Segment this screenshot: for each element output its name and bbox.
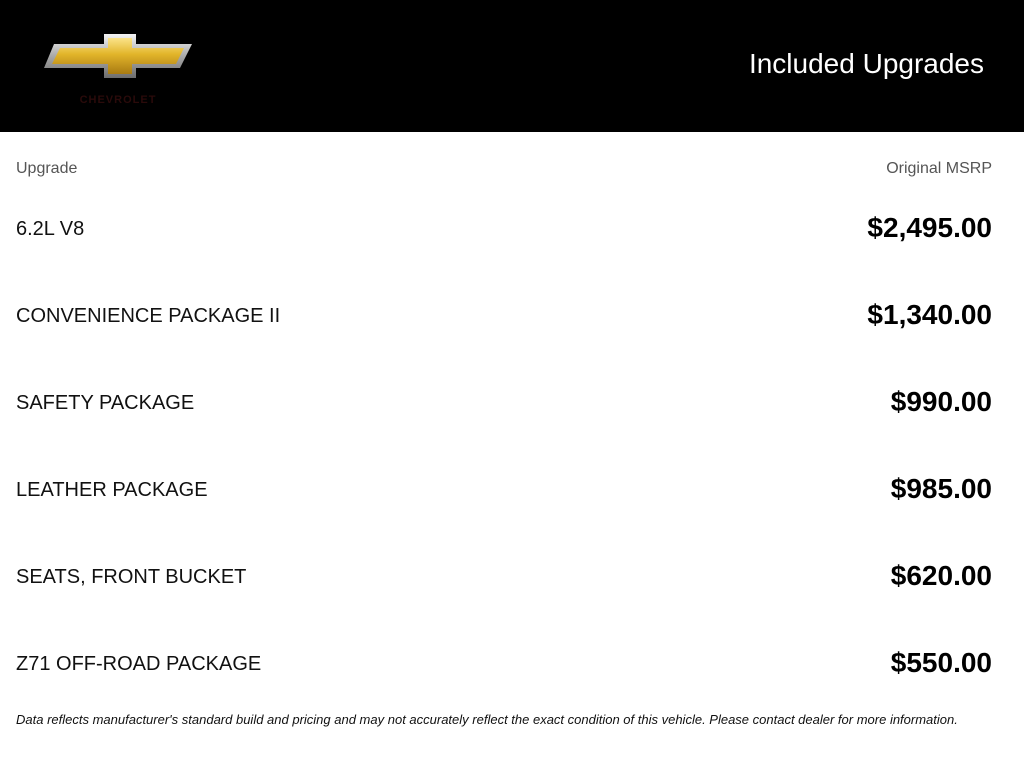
page-title: Included Upgrades: [748, 48, 984, 79]
list-item: [16, 459, 992, 546]
upgrade-name: CONVENIENCE PACKAGE II: [16, 305, 281, 327]
msrp-column-header: Original MSRP: [886, 160, 992, 177]
upgrade-price: $550.00: [890, 647, 992, 678]
chevrolet-logo: [40, 28, 196, 112]
upgrade-name: 6.2L V8: [16, 218, 85, 240]
upgrade-name: SEATS, FRONT BUCKET: [16, 566, 247, 588]
upgrade-name: LEATHER PACKAGE: [16, 479, 208, 501]
upgrade-price: $620.00: [890, 560, 992, 591]
upgrade-price: $990.00: [890, 386, 992, 417]
upgrade-name: SAFETY PACKAGE: [16, 392, 195, 414]
upgrade-price: $985.00: [890, 473, 992, 504]
list-item: [16, 198, 992, 285]
list-item: [16, 546, 992, 633]
upgrade-column-header: Upgrade: [16, 160, 78, 177]
list-item: [16, 633, 992, 720]
upgrade-price: $1,340.00: [867, 299, 992, 330]
upgrade-list: [16, 198, 992, 720]
brand-wordmark: CHEVROLET: [79, 94, 157, 106]
upgrade-price: $2,495.00: [867, 212, 992, 243]
header-bar: [0, 0, 1024, 132]
column-headers: [16, 160, 992, 180]
list-item: [16, 372, 992, 459]
upgrade-name: Z71 OFF-ROAD PACKAGE: [16, 653, 262, 675]
bowtie-icon: [40, 28, 196, 98]
disclaimer-text: Data reflects manufacturer's standard build and pricing and may not accurately reflect the exact condition of this vehicle. Please contact dealer for more information.: [16, 712, 958, 727]
list-item: [16, 285, 992, 372]
